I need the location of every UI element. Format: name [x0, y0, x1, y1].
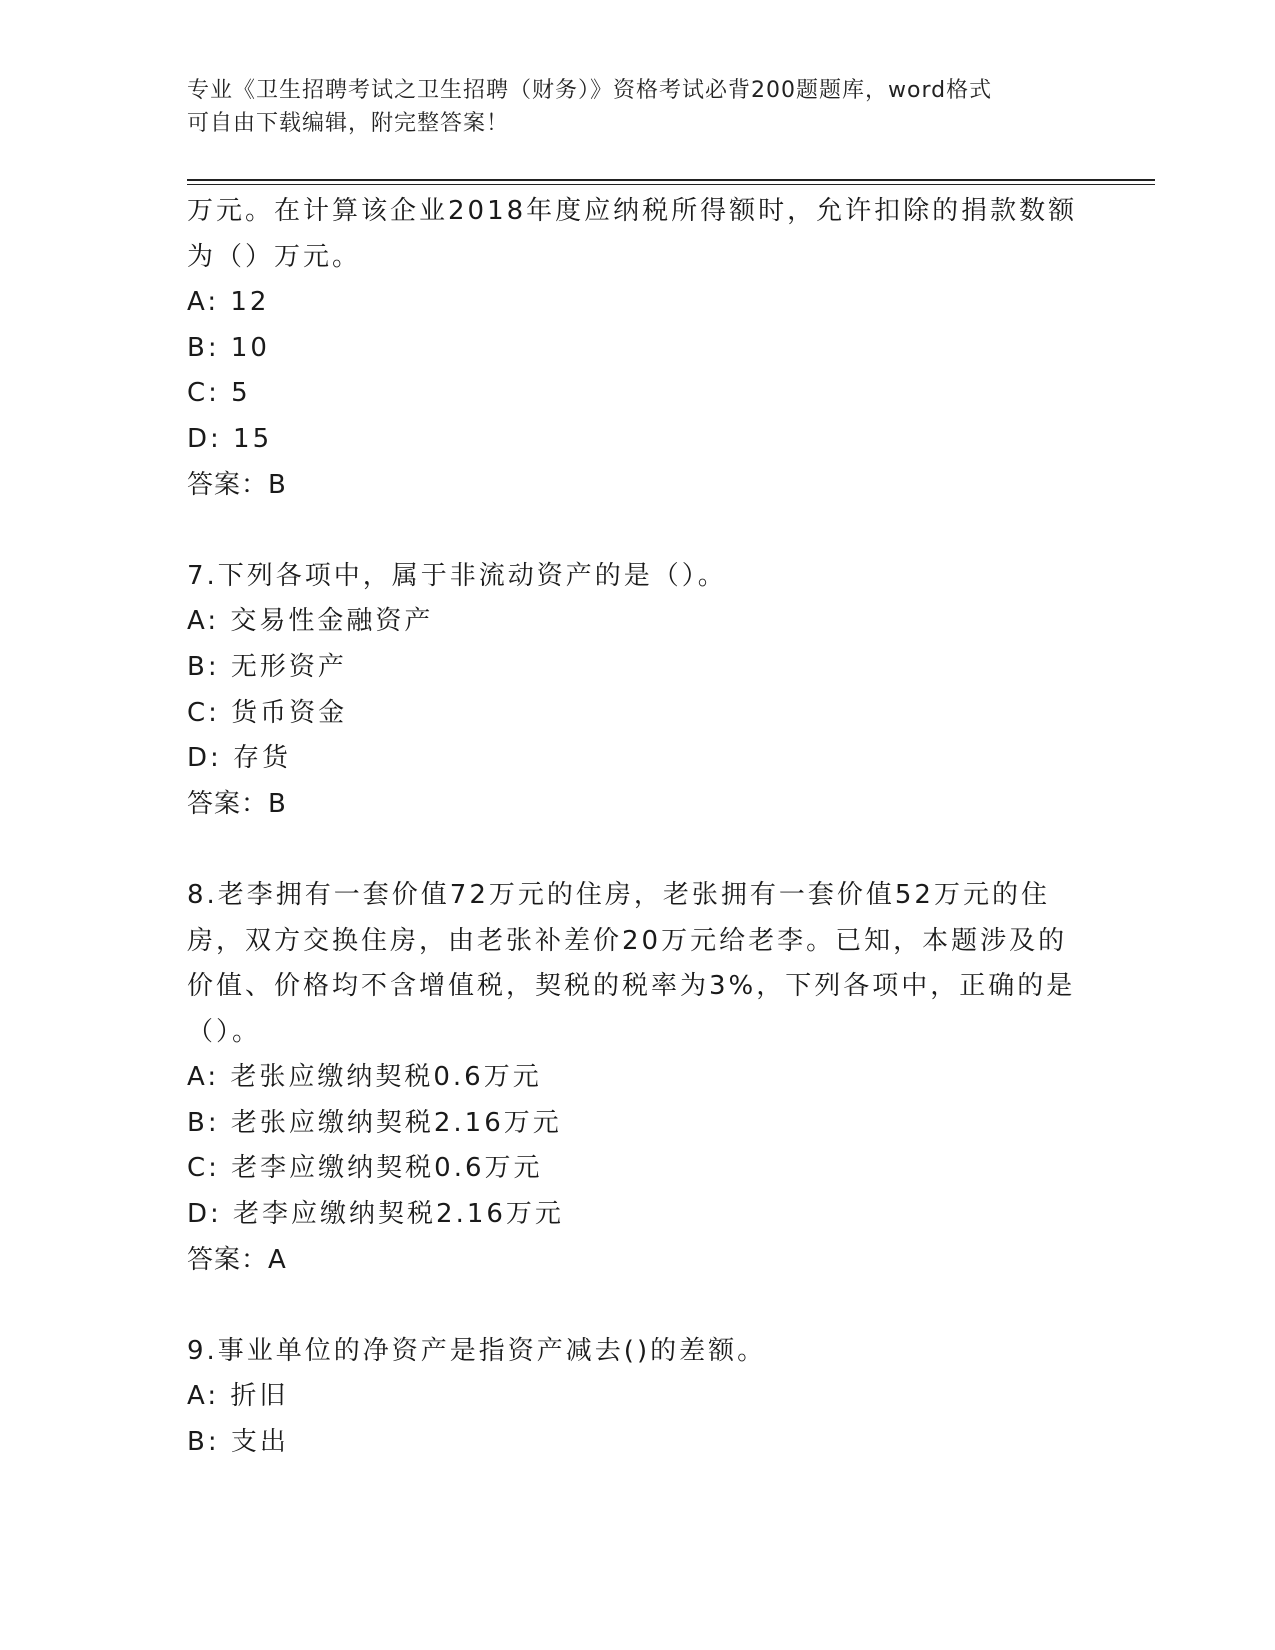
option-a: A: 12 [187, 287, 270, 318]
question-8 [187, 873, 1087, 1283]
option-a: A: 老张应缴纳契税0.6万元 [187, 1062, 542, 1093]
question-stem: 8.老李拥有一套价值72万元的住房，老张拥有一套价值52万元的住 [187, 879, 1050, 910]
answer: 答案：B [187, 788, 287, 819]
option-d: D: 存货 [187, 743, 292, 774]
question-stem: 9.事业单位的净资产是指资产减去()的差额。 [187, 1335, 767, 1366]
question-stem: 7.下列各项中，属于非流动资产的是（）。 [187, 560, 727, 591]
question-stem: 万元。在计算该企业2018年度应纳税所得额时，允许扣除的捐款数额 [187, 196, 1078, 226]
header-divider-thin [187, 184, 1155, 185]
option-b: B: 老张应缴纳契税2.16万元 [187, 1107, 562, 1138]
option-b: B: 支出 [187, 1427, 289, 1458]
option-c: C: 老李应缴纳契税0.6万元 [187, 1153, 543, 1184]
question-7 [187, 554, 1087, 828]
spacer [187, 1283, 1087, 1329]
question-9 [187, 1329, 1087, 1466]
answer: 答案：B [187, 469, 287, 500]
option-b: B: 无形资产 [187, 651, 347, 682]
header-divider-thick [187, 179, 1155, 181]
question-stem: 房，双方交换住房，由老张补差价20万元给老李。已知，本题涉及的 [187, 925, 1068, 956]
option-a: A: 折旧 [187, 1381, 289, 1412]
option-a: A: 交易性金融资产 [187, 606, 434, 637]
option-c: C: 货币资金 [187, 697, 348, 728]
spacer [187, 508, 1087, 554]
question-list [187, 189, 1087, 1466]
document-header [187, 74, 1067, 140]
option-b: B: 10 [187, 332, 270, 363]
option-d: D: 老李应缴纳契税2.16万元 [187, 1199, 564, 1230]
header-line-2: 可自由下载编辑，附完整答案！ [187, 111, 510, 136]
spacer [187, 827, 1087, 873]
question-stem: 为（）万元。 [187, 241, 362, 272]
option-c: C: 5 [187, 378, 251, 409]
question-stem: 价值、价格均不含增值税，契税的税率为3%，下列各项中，正确的是 [187, 971, 1076, 1002]
answer: 答案：A [187, 1244, 287, 1275]
question-stem: （）。 [187, 1016, 262, 1047]
header-line-1: 专业《卫生招聘考试之卫生招聘（财务）》资格考试必背200题题库，word格式 [187, 78, 993, 103]
option-d: D: 15 [187, 423, 273, 454]
question-6 [187, 189, 1087, 508]
